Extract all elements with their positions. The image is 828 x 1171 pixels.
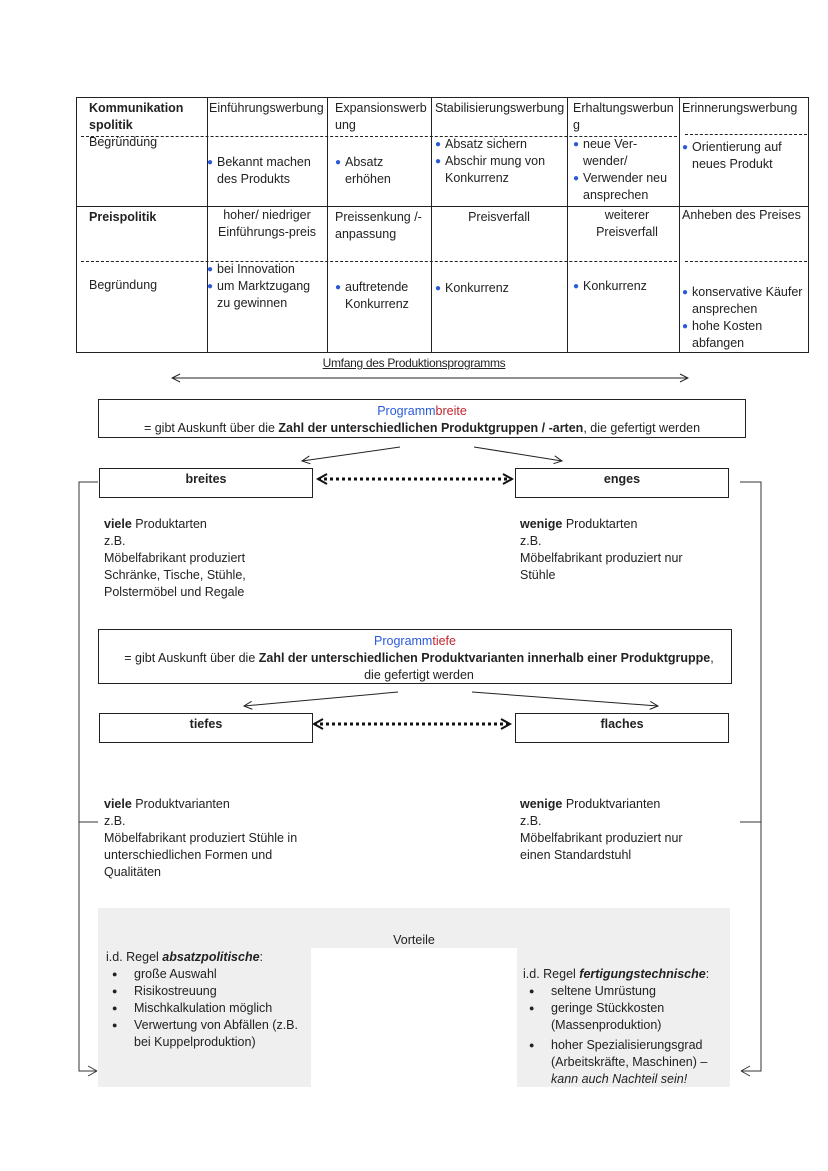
col-title: Anheben des Preises xyxy=(682,208,801,222)
bullet-item: ● Verwender neu ansprechen xyxy=(573,170,679,204)
programmbreite-box xyxy=(98,399,746,438)
programmtiefe-title: Programmtiefe xyxy=(374,634,456,648)
col-title: Expansionswerbung xyxy=(335,101,427,132)
bullet-item: ● Absatz erhöhen xyxy=(335,154,415,188)
left-bracket-head xyxy=(88,1066,97,1071)
programmbreite-definition: = gibt Auskunft über die Zahl der unterschiedlichen Produktgruppen / -arten, die gefertigt werden xyxy=(143,421,701,435)
list-item: ● Mischkalkulation möglich xyxy=(106,1000,311,1017)
col-title: hoher/ niedriger Einführungs-preis xyxy=(218,208,316,239)
programmbreite-title: Programmbreite xyxy=(377,404,467,418)
programmtiefe-box xyxy=(98,629,732,684)
col-title: Preisverfall xyxy=(468,210,530,224)
row-sub-begruendung: Begründung xyxy=(89,135,158,149)
breite-arrow-right xyxy=(474,447,562,461)
right-bracket-head xyxy=(741,1066,750,1071)
tiefe-arrow-left xyxy=(244,692,398,706)
vorteile-left-list xyxy=(106,966,311,1051)
right-bracket xyxy=(740,482,761,1071)
col-title: Erinnerungswerbung xyxy=(682,101,798,115)
enges-box: enges xyxy=(515,468,729,498)
row-head-preispolitik: Preispolitik xyxy=(89,210,157,224)
right-bracket-head xyxy=(741,1071,750,1076)
col-title: Einführungswerbung xyxy=(209,101,324,115)
bullet-item: ● neue Ver-wender/ xyxy=(573,136,679,170)
programmtiefe-definition: = gibt Auskunft über die Zahl der unterschiedlichen Produktvarianten innerhalb einer Produktgruppe, die gefertigt werden xyxy=(124,651,714,682)
breites-description: viele Produktarten z.B. Möbelfabrikant produziert Schränke, Tische, Stühle, Polstermöbel und Regale xyxy=(104,517,246,599)
list-item: ● Risikostreuung xyxy=(106,983,311,1000)
left-bracket-head xyxy=(88,1071,97,1076)
row-sub-begruendung: Begründung xyxy=(89,278,158,292)
col-title: Preissenkung /-anpassung xyxy=(335,210,422,241)
bullet-item: ● Absatz sichern xyxy=(435,136,563,153)
tiefe-arrow-right xyxy=(472,692,658,706)
col-title: weiterer Preisverfall xyxy=(596,208,658,239)
bullet-item: ● auftretende Konkurrenz xyxy=(335,279,425,313)
bullet-item: ● Abschir mung von Konkurrenz xyxy=(435,153,563,187)
bullet-item: ● Orientierung auf neues Produkt xyxy=(682,139,800,173)
vorteile-gap xyxy=(312,948,516,1088)
vorteile-right-intro: i.d. Regel fertigungstechnische: xyxy=(523,967,710,981)
tiefes-box: tiefes xyxy=(99,713,313,743)
vorteile-title: Vorteile xyxy=(393,933,435,947)
col-title: Stabilisierungswerbung xyxy=(435,101,565,115)
bullet-item: ● Bekannt machen des Produkts xyxy=(207,154,322,188)
flaches-box: flaches xyxy=(515,713,729,743)
umfang-title: Umfang des Produktionsprogramms xyxy=(322,356,506,370)
list-item: ● seltene Umrüstung xyxy=(523,983,728,1000)
bullet-item: ● bei Innovation xyxy=(207,261,325,278)
list-item: ● geringe Stückkosten (Massenproduktion) xyxy=(523,1000,728,1034)
row-head-kommunikation: Kommunikation spolitik xyxy=(89,101,184,132)
bullet-item: ● konservative Käufer ansprechen xyxy=(682,284,806,318)
vorteile-right-content xyxy=(523,966,728,1088)
tiefes-description: viele Produktvarianten z.B. Möbelfabrikant produziert Stühle in unterschiedlichen Formen und Qualitäten xyxy=(104,797,298,879)
bullet-item: ● um Marktzugang zu gewinnen xyxy=(207,278,325,312)
vorteile-left-intro: i.d. Regel absatzpolitische: xyxy=(106,950,264,964)
flaches-description: wenige Produktvarianten z.B. Möbelfabrikant produziert nur einen Standardstuhl xyxy=(520,797,683,862)
enges-description: wenige Produktarten z.B. Möbelfabrikant produziert nur Stühle xyxy=(520,517,683,582)
vorteile-left-content xyxy=(106,949,311,1051)
list-item: ● große Auswahl xyxy=(106,966,311,983)
breites-box: breites xyxy=(99,468,313,498)
left-bracket xyxy=(79,482,98,1071)
vorteile-right-list xyxy=(523,983,728,1088)
col-title: Erhaltungswerbung xyxy=(573,101,674,132)
bullet-item: ● Konkurrenz xyxy=(573,278,677,295)
breite-arrow-left xyxy=(302,447,400,461)
bullet-item: ● Konkurrenz xyxy=(435,280,563,297)
list-item: ● hoher Spezialisierungsgrad (Arbeitskräfte, Maschinen) – kann auch Nachteil sein! xyxy=(523,1037,728,1088)
list-item: ● Verwertung von Abfällen (z.B. bei Kuppelproduktion) xyxy=(106,1017,311,1051)
bullet-item: ● hohe Kosten abfangen xyxy=(682,318,806,352)
